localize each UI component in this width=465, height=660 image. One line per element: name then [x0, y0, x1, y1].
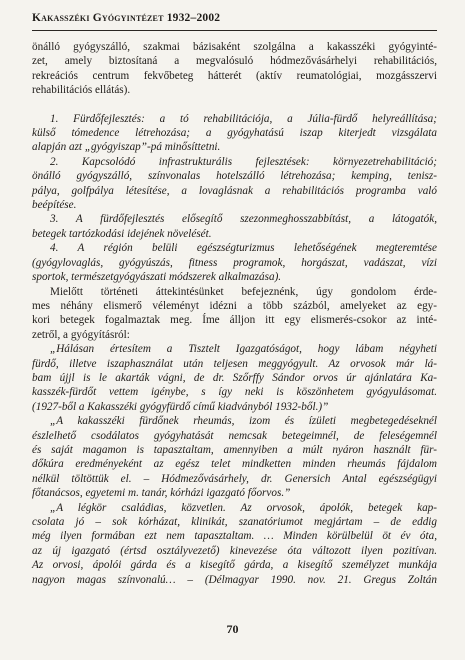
list-item-line: alapján azt „gyógyiszap”-pá minősíttetni. [32, 141, 221, 154]
body-text [32, 40, 437, 587]
list-item-line: pálya, golfpálya létesítése, a lovaglásnak a rehabilitációs programba való [32, 184, 437, 197]
text-line: zet, amely biztosítaná a megvalósuló hódmezővásárhelyi rehabilitációs, [32, 55, 437, 68]
quote-line: dőkúra eredményeként az egész telet mindketten minden rheumás fájdalom [32, 458, 437, 471]
text-line: zetről, a gyógyításról: [32, 328, 130, 341]
list-item-line: 1. Fürdőfejlesztés: a tó rehabilitációja, a Júlia-fürdő helyreállítása; [50, 112, 437, 125]
quote-line: nélkül töltöttük el. – Hódmezővásárhely, dr. Genersich Antal egészségügyi [32, 472, 437, 485]
list-item-line: sportok, természetgyógyászati módszerek alkalmazása). [32, 271, 282, 284]
text-line: rehabilitációs ellátás). [32, 84, 131, 97]
list-item-line: (gyógylovaglás, gyógyúszás, fitness programok, horgászat, vadászat, vízi [32, 256, 437, 269]
quote-line: kasszék-fürdőt vettem igénybe, s így neki is köszönhetem gyógyulásomat. [32, 386, 437, 399]
list-item-line: beépítése. [32, 199, 77, 212]
quote-line: „A kakasszéki fürdőnek rheumás, izom és ízületi megbetegedéseknél [50, 415, 437, 428]
quote-line: nagyon magas színvonalú… – (Délmagyar 1990. nov. 21. Gregus Zoltán [32, 573, 437, 586]
quote-line: Az orvosi, ápolói gárda és a kisegítő gárda, a kisegítő személyzet munkája [32, 559, 437, 572]
quote-line: az új igazgató (értsd osztályvezető) kinevezése óta változott ilyen pozitívan. [32, 544, 437, 557]
quote-line: „A légkör családias, közvetlen. Az orvosok, ápolók, betegek kap- [50, 501, 437, 514]
text-line: kori betegek fogalmaztak meg. Íme álljon itt egy elismerés-csokor az inté- [32, 314, 437, 327]
list-item-line: önálló gyógyszálló, színvonalas hotelszálló létrehozása; kemping, tenisz- [32, 170, 437, 183]
text-line: rekreációs centrum fekvőbeteg hátterét (aktív reumatológiai, mozgásszervi [32, 69, 437, 82]
quote-line: csolata jó – sok kórházat, klinikát, szanatóriumot megjártam – de eddig [32, 516, 437, 528]
quote-line: fürdő, illetve iszaphasználat után teljesen meggyógyult. Az orvosok már lá- [32, 357, 437, 370]
development-list [32, 112, 437, 285]
quote-2 [32, 414, 437, 500]
page-number: 70 [226, 622, 239, 636]
closing-paragraph [32, 285, 437, 343]
text-line: önálló gyógyszálló, szakmai bázisaként szolgálna a kakasszéki gyógyinté- [32, 41, 437, 53]
quote-line: és saját magamon is tapasztaltam, amennyiben a múlt nyáron használt für- [32, 443, 437, 456]
quote-line: főtanácsos, egyetemi m. tanár, kórházi igazgató főorvos.” [32, 487, 291, 500]
quote-1 [32, 342, 437, 414]
quote-line: észlelhető csodálatos gyógyhatását nemcsak betegeimnél, de feleségemnél [32, 429, 437, 442]
intro-paragraph [32, 40, 437, 98]
header-rule [32, 30, 437, 31]
list-item-line: külső tómedence létrehozása; a gyógyhatású iszap kiterjedt vizsgálata [32, 127, 437, 140]
list-item-line: 3. A fürdőfejlesztés elősegítő szezonmeghosszabbítást, a látogatók, [50, 213, 437, 226]
running-head: Kakasszéki Gyógyintézet 1932–2002 [32, 12, 221, 24]
quote-line: bam újjl is le akarták vágni, de dr. Szőrffy Sándor orvos úr ajánlatára Ka- [32, 371, 437, 384]
quote-3 [32, 501, 437, 587]
list-item-line: betegek tartózkodási idejének növelését. [32, 227, 212, 240]
list-item-line: 2. Kapcsolódó infrastrukturális fejlesztések: környezetrehabilitáció; [50, 155, 437, 168]
quote-line: (1927-ből a Kakasszéki gyógyfürdő című kiadványból 1932-ből.)” [32, 400, 329, 413]
text-line: mes néhány elismerő véleményt idézni a több százból, amelyeket az egy- [32, 299, 437, 312]
quote-line: még ilyen formában ezt nem tapasztaltam. … Minden körülbelül öt év óta, [32, 530, 437, 543]
list-item-line: 4. A régión belüli egészségturizmus lehetőségének megteremtése [50, 242, 437, 255]
text-line: Mielőtt történeti áttekintésünket befejeznénk, úgy gondolom érde- [50, 285, 437, 298]
quote-line: „Hálásan értesítem a Tisztelt Igazgatóságot, hogy lábam négyheti [50, 343, 437, 356]
